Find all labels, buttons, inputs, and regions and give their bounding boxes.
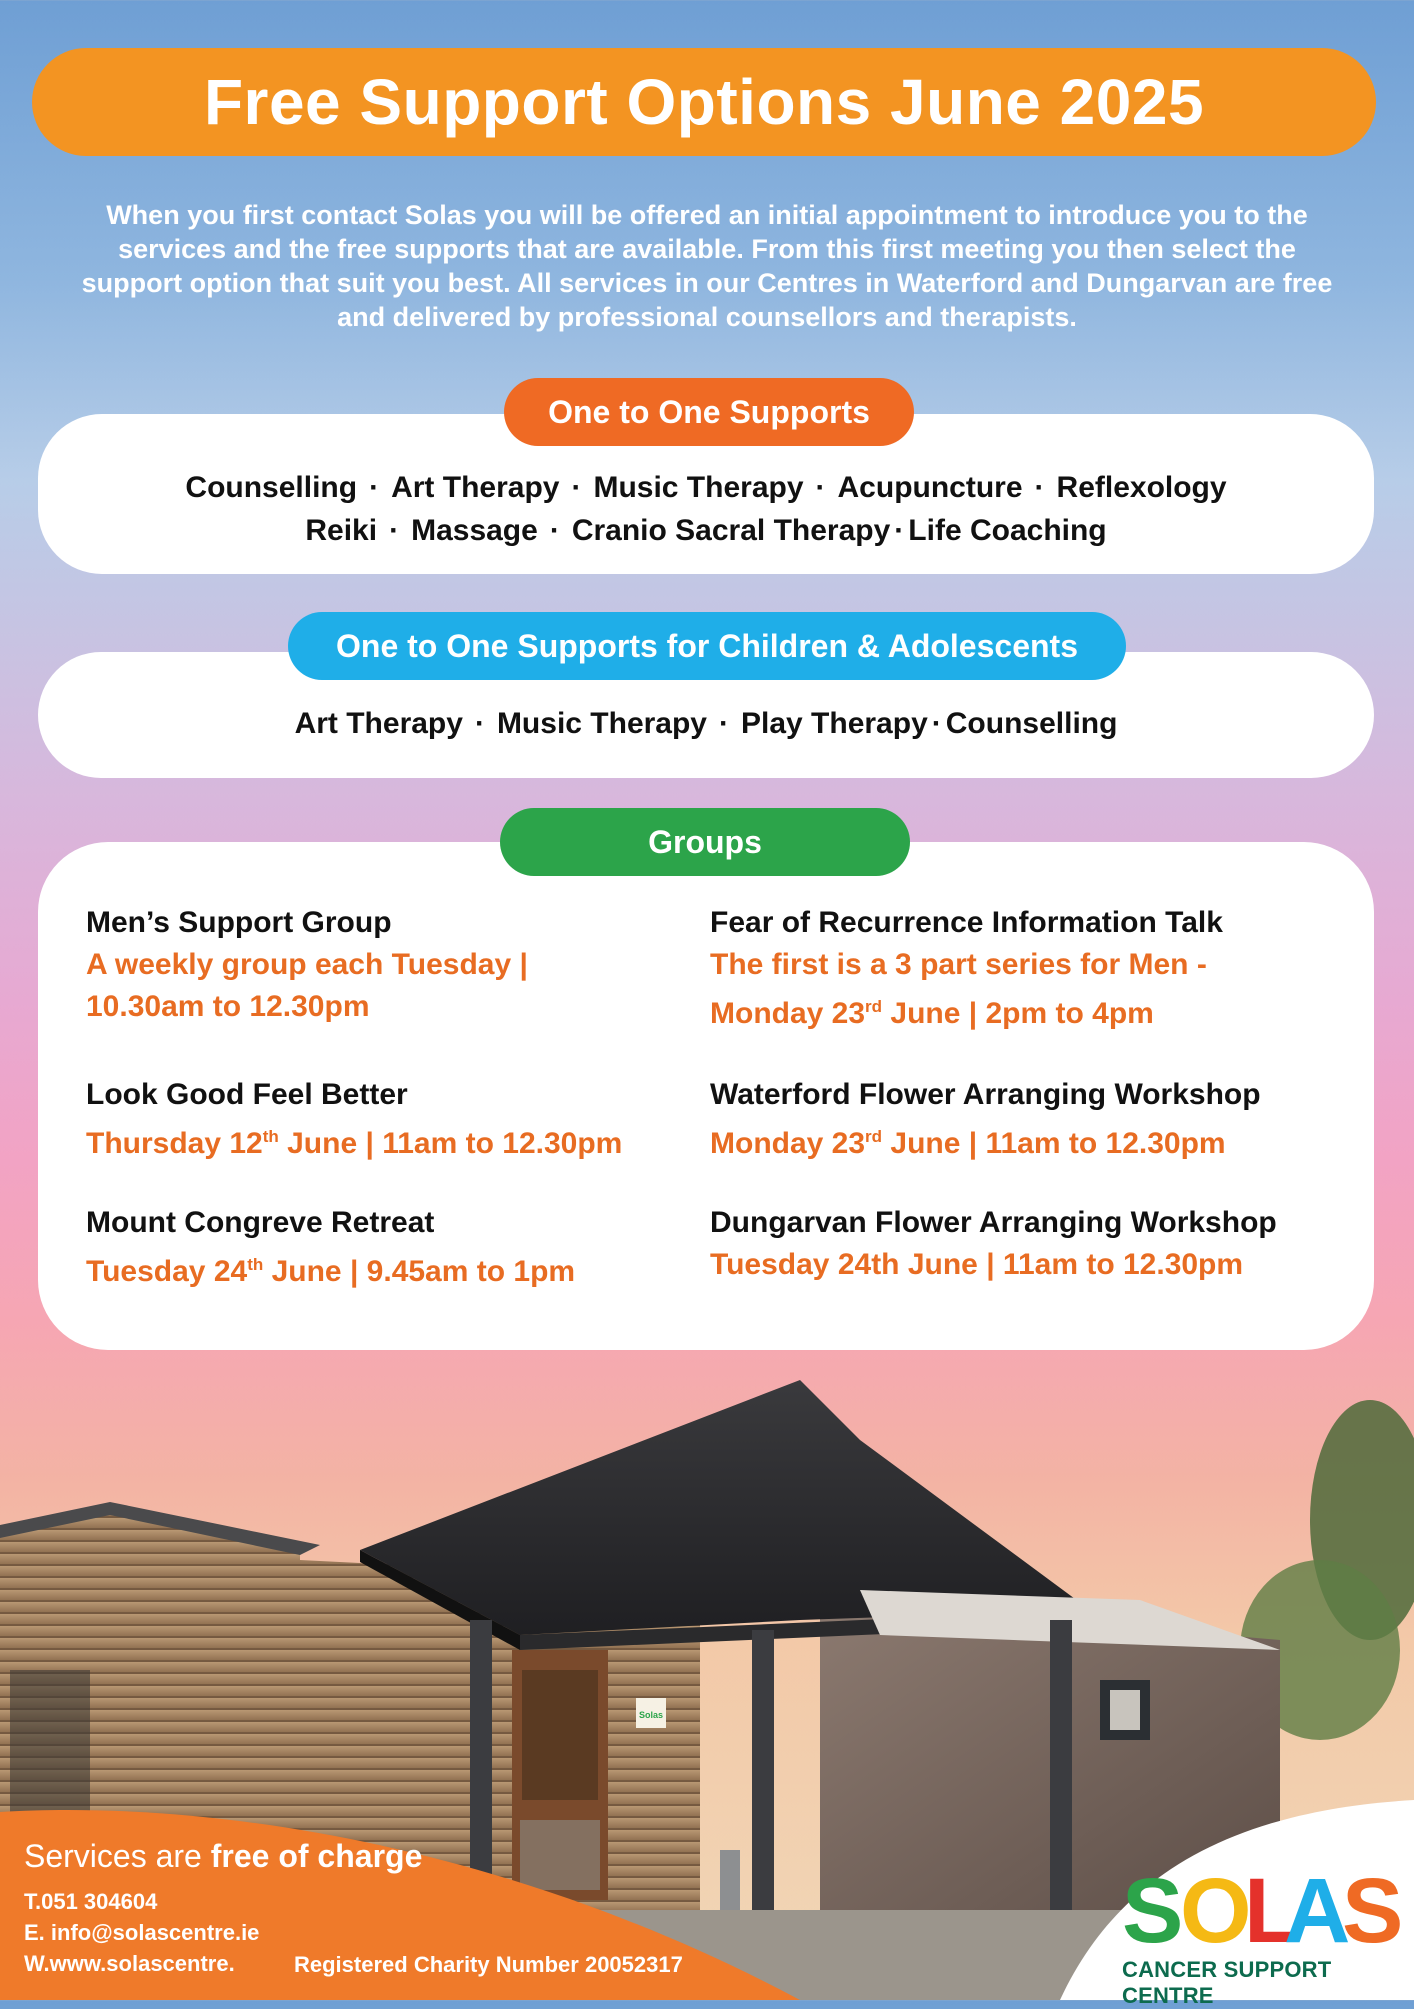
- group-title: Waterford Flower Arranging Workshop: [710, 1078, 1261, 1111]
- groups-label: Groups: [500, 808, 910, 876]
- phone-number: T.051 304604: [24, 1889, 158, 1914]
- service-item: Massage: [411, 514, 538, 547]
- service-line: [38, 509, 1374, 552]
- group-detail: Tuesday 24th June | 9.45am to 1pm: [86, 1255, 576, 1288]
- children-services: [38, 704, 1374, 744]
- dot-separator: ·: [931, 707, 942, 740]
- intro-line: and delivered by professional counsellors and therapists.: [337, 302, 1077, 332]
- group-title: Fear of Recurrence Information Talk: [710, 906, 1223, 939]
- service-item: Music Therapy: [593, 471, 804, 504]
- intro-paragraph: [40, 198, 1374, 334]
- dot-separator: ·: [571, 471, 582, 504]
- group-detail: Thursday 12th June | 11am to 12.30pm: [86, 1127, 623, 1160]
- logo-letter: L: [1244, 1860, 1301, 1962]
- service-item: Counselling: [185, 471, 358, 504]
- group-look-good-feel-better: [86, 1074, 686, 1165]
- dot-separator: ·: [474, 707, 485, 740]
- free-of-charge-line: Services are free of charge: [24, 1838, 423, 1874]
- group-detail: Monday 23rd June | 11am to 12.30pm: [710, 1127, 1226, 1160]
- group-title: Look Good Feel Better: [86, 1078, 408, 1111]
- logo-letter: S: [1122, 1860, 1184, 1962]
- service-item: Reflexology: [1056, 471, 1227, 504]
- group-detail: A weekly group each Tuesday |: [86, 948, 528, 981]
- group-detail: The first is a 3 part series for Men -: [710, 948, 1207, 981]
- group-title: Mount Congreve Retreat: [86, 1206, 435, 1239]
- service-item: Acupuncture: [837, 471, 1023, 504]
- dot-separator: ·: [894, 514, 905, 547]
- charity-number: Registered Charity Number 20052317: [294, 1952, 683, 1977]
- one-to-one-label: One to One Supports: [504, 378, 914, 446]
- group-dungarvan-flower-workshop: [710, 1202, 1310, 1286]
- service-item: Cranio Sacral Therapy: [571, 514, 891, 547]
- group-mens-support: [86, 902, 686, 1028]
- intro-line: When you first contact Solas you will be offered an initial appointment to introduce you to the: [106, 200, 1308, 230]
- group-fear-of-recurrence: [710, 902, 1310, 1035]
- service-item: Life Coaching: [908, 514, 1107, 547]
- service-item: Music Therapy: [496, 707, 707, 740]
- service-item: Reiki: [305, 514, 378, 547]
- dot-separator: ·: [719, 707, 729, 740]
- group-detail: Monday 23rd June | 2pm to 4pm: [710, 997, 1154, 1030]
- children-label: One to One Supports for Children & Adolescents: [288, 612, 1126, 680]
- email-address: E. info@solascentre.ie: [24, 1920, 260, 1945]
- service-item: Art Therapy: [391, 471, 560, 504]
- logo-letter: A: [1284, 1860, 1351, 1962]
- title-banner: [32, 48, 1376, 156]
- service-item: Play Therapy: [741, 707, 928, 740]
- group-detail: Tuesday 24th June | 11am to 12.30pm: [710, 1248, 1244, 1281]
- service-item: Art Therapy: [294, 707, 463, 740]
- logo-letter: S: [1342, 1860, 1404, 1962]
- building-sign: Solas: [638, 1710, 664, 1720]
- group-waterford-flower-workshop: [710, 1074, 1310, 1165]
- dot-separator: ·: [815, 471, 826, 504]
- service-item: Counselling: [945, 707, 1118, 740]
- intro-line: support option that suit you best. All services in our Centres in Waterford and Dungarvan are free: [81, 268, 1333, 298]
- intro-line: services and the free supports that are available. From this first meeting you then select the: [118, 234, 1296, 264]
- group-detail: 10.30am to 12.30pm: [86, 990, 370, 1023]
- group-title: Men’s Support Group: [86, 906, 392, 939]
- group-mount-congreve-retreat: [86, 1202, 686, 1293]
- dot-separator: ·: [369, 471, 380, 504]
- group-title: Dungarvan Flower Arranging Workshop: [710, 1206, 1277, 1239]
- logo-subtitle: CANCER SUPPORT CENTRE: [1122, 1957, 1332, 2008]
- dot-separator: ·: [549, 514, 560, 547]
- page-title: Free Support Options June 2025: [203, 66, 1205, 138]
- one-to-one-services: [38, 466, 1374, 552]
- dot-separator: ·: [1034, 471, 1045, 504]
- dot-separator: ·: [389, 514, 400, 547]
- website-address: W.www.solascentre.: [24, 1951, 235, 1976]
- logo-letter: O: [1180, 1860, 1252, 1962]
- service-line: [38, 466, 1374, 509]
